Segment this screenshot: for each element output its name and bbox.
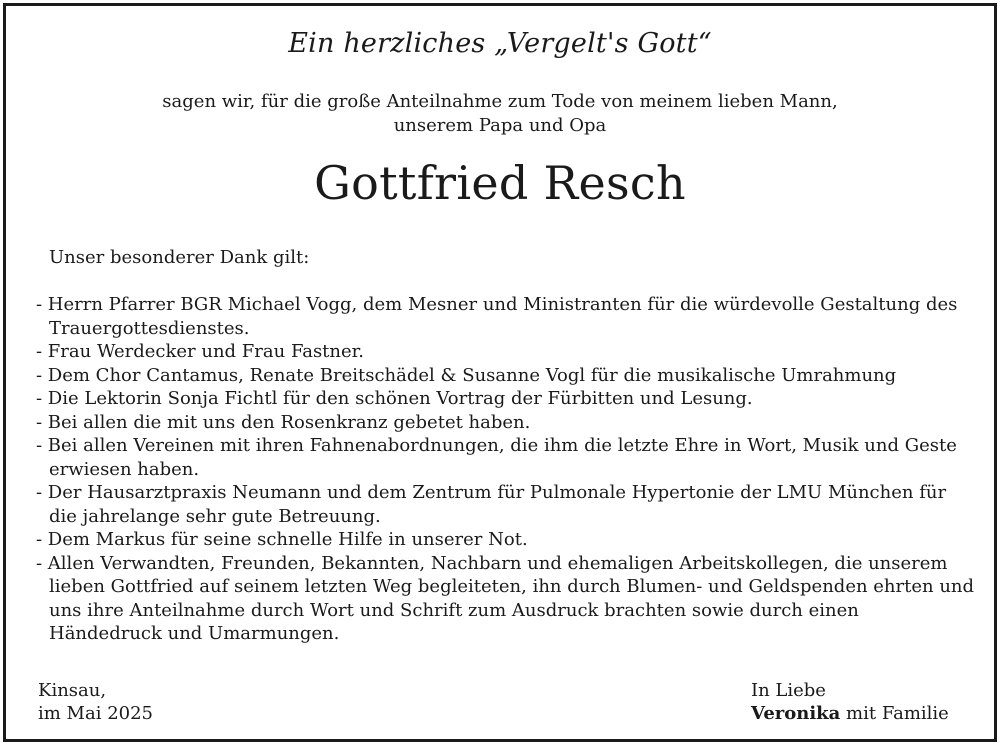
closing-place-date <box>38 679 153 725</box>
thanks-item: - Bei allen die mit uns den Rosenkranz gebetet haben. <box>36 411 531 433</box>
intro-text <box>6 90 994 138</box>
thanks-item: - Der Hausarztpraxis Neumann und dem Zentrum für Pulmonale Hypertonie der LMU München für die jahrelange sehr gute Betreuung. <box>36 482 947 527</box>
thanks-item: - Dem Markus für seine schnelle Hilfe in unserer Not. <box>36 529 528 550</box>
thanks-heading: Unser besonderer Dank gilt: <box>49 247 310 268</box>
signature-line <box>751 702 949 725</box>
signer-name: Veronika <box>751 703 841 724</box>
closing-greeting: In Liebe <box>751 680 826 701</box>
thanks-list <box>36 293 976 646</box>
intro-line-1: sagen wir, für die große Anteilnahme zum Tode von meinem lieben Mann, <box>162 91 838 112</box>
thanks-item: - Bei allen Vereinen mit ihren Fahnenabordnungen, die ihm die letzte Ehre in Wort, Musik und Geste erwiesen haben. <box>36 435 957 480</box>
thanks-item: - Frau Werdecker und Frau Fastner. <box>36 341 365 362</box>
thanks-item: - Dem Chor Cantamus, Renate Breitschädel & Susanne Vogl für die musikalische Umrahmung <box>36 364 897 386</box>
closing-place: Kinsau, <box>38 680 107 701</box>
intro-line-2: unserem Papa und Opa <box>393 115 607 136</box>
thanks-item: - Die Lektorin Sonja Fichtl für den schönen Vortrag der Fürbitten und Lesung. <box>36 388 753 409</box>
obituary-notice <box>3 3 997 742</box>
closing-date: im Mai 2025 <box>38 703 153 724</box>
thanks-item: - Allen Verwandten, Freunden, Bekannten, Nachbarn und ehemaligen Arbeitskollegen, die unserem lieben Gottfried auf seinem letzten Weg begleiteten, ihn durch Blumen- und Geldspenden ehrten und uns ihre Anteilnahme durch Wort und Schrift zum Ausdruck brachten sowie durch einen Händedruck und Umarmungen. <box>36 552 975 644</box>
deceased-name: Gottfried Resch <box>314 156 686 210</box>
headline: Ein herzliches „Vergelt's Gott“ <box>288 28 712 59</box>
thanks-item: - Herrn Pfarrer BGR Michael Vogg, dem Mesner und Ministranten für die würdevolle Gestaltung des Trauergottesdienstes. <box>36 294 958 339</box>
signer-suffix: mit Familie <box>840 703 949 724</box>
closing-signature <box>751 679 949 725</box>
